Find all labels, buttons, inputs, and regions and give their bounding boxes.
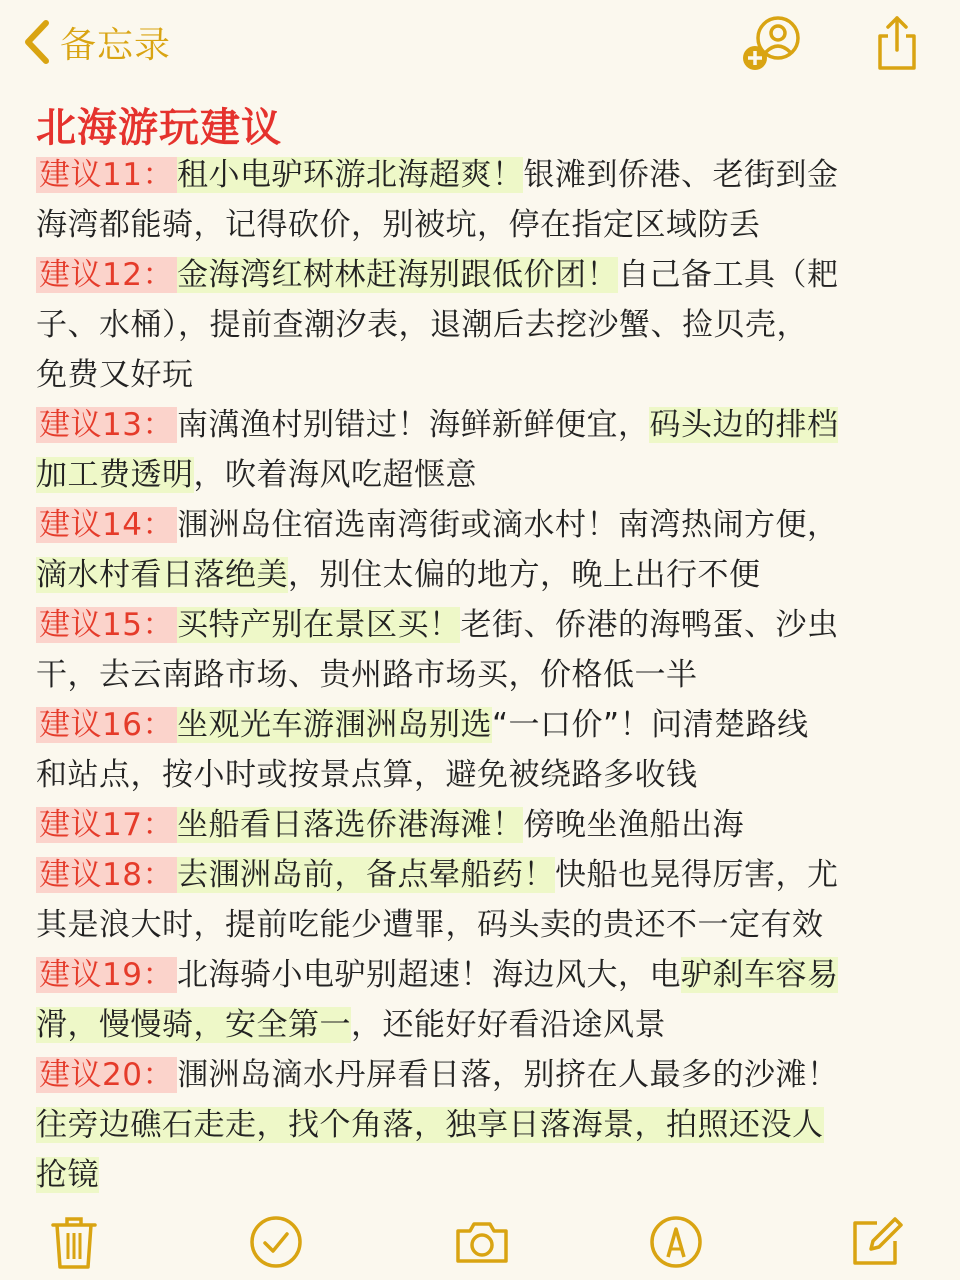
note-line xyxy=(36,700,916,750)
bottom-toolbar xyxy=(0,1200,960,1280)
highlighted-text: 码头边的排档 xyxy=(649,407,839,443)
note-text: 子、水桶），提前查潮汐表，退潮后去挖沙蟹、捡贝壳， xyxy=(36,307,808,343)
note-line xyxy=(36,900,916,950)
note-text: 涠洲岛滴水丹屏看日落，别挤在人最多的沙滩！ xyxy=(176,1057,839,1093)
note-text: 涠洲岛住宿选南湾街或滴水村！南湾热闹方便， xyxy=(176,507,839,543)
highlighted-text: 去涠洲岛前，备点晕船药！ xyxy=(176,857,555,893)
note-text: 南澫渔村别错过！海鲜新鲜便宜， xyxy=(176,407,650,443)
note-text: ，别住太偏的地方，晚上出行不便 xyxy=(288,557,761,593)
tip-number-tag: 建议16： xyxy=(36,707,177,743)
note-text: 其是浪大时，提前吃能少遭罪，码头卖的贵还不一定有效 xyxy=(36,907,824,943)
note-line xyxy=(36,600,916,650)
note-line xyxy=(36,500,916,550)
note-text: 老街、侨港的海鸭蛋、沙虫 xyxy=(460,607,839,643)
note-line xyxy=(36,950,916,1000)
share-icon xyxy=(866,12,928,74)
highlighted-text: 往旁边礁石走走，找个角落，独享日落海景，拍照还没人 xyxy=(36,1107,824,1143)
highlighted-text: 坐船看日落选侨港海滩！ xyxy=(176,807,524,843)
note-text: 免费又好玩 xyxy=(36,357,194,393)
camera-icon xyxy=(453,1213,511,1271)
highlighted-text: 滑，慢慢骑，安全第一 xyxy=(36,1007,351,1043)
note-line xyxy=(36,200,916,250)
checklist-button[interactable] xyxy=(246,1210,306,1274)
note-text: 海湾都能骑，记得砍价，别被坑，停在指定区域防丢 xyxy=(36,207,761,243)
tip-number-tag: 建议20： xyxy=(36,1057,177,1093)
tip-number-tag: 建议14： xyxy=(36,507,177,543)
delete-button[interactable] xyxy=(44,1210,104,1274)
note-line xyxy=(36,550,916,600)
highlighted-text: 加工费透明 xyxy=(36,457,194,493)
note-line xyxy=(36,1150,916,1200)
note-line xyxy=(36,650,916,700)
note-text: 傍晚坐渔船出海 xyxy=(523,807,744,843)
tip-number-tag: 建议19： xyxy=(36,957,177,993)
note-text: 干，去云南路市场、贵州路市场买，价格低一半 xyxy=(36,657,698,693)
tip-number-tag: 建议15： xyxy=(36,607,177,643)
back-button[interactable] xyxy=(22,14,171,70)
share-button[interactable] xyxy=(864,10,930,76)
markup-button[interactable] xyxy=(646,1210,706,1274)
trash-icon xyxy=(45,1213,103,1271)
highlighted-text: 抢镜 xyxy=(36,1157,99,1193)
note-text: 和站点，按小时或按景点算，避免被绕路多收钱 xyxy=(36,757,698,793)
note-line xyxy=(36,750,916,800)
highlighted-text: 滴水村看日落绝美 xyxy=(36,557,288,593)
note-text: 快船也晃得厉害，尤 xyxy=(554,857,839,893)
highlighted-text: 驴刹车容易 xyxy=(680,957,839,993)
camera-button[interactable] xyxy=(452,1210,512,1274)
note-line xyxy=(36,400,916,450)
note-line xyxy=(36,1050,916,1100)
note-text: “一口价”！问清楚路线 xyxy=(491,707,809,743)
back-label: 备忘录 xyxy=(60,24,172,66)
highlighted-text: 坐观光车游涠洲岛别选 xyxy=(176,707,492,743)
note-line xyxy=(36,150,916,200)
note-line xyxy=(36,800,916,850)
person-add-icon xyxy=(740,12,802,74)
note-line xyxy=(36,1100,916,1150)
note-line xyxy=(36,450,916,500)
tip-number-tag: 建议17： xyxy=(36,807,177,843)
note-text: 自己备工具（耙 xyxy=(617,257,839,293)
tip-number-tag: 建议13： xyxy=(36,407,177,443)
note-line xyxy=(36,300,916,350)
note-body[interactable] xyxy=(36,150,916,1200)
tip-number-tag: 建议18： xyxy=(36,857,177,893)
note-line xyxy=(36,850,916,900)
tip-number-tag: 建议12： xyxy=(36,257,177,293)
tip-number-tag: 建议11： xyxy=(36,157,177,193)
markup-icon xyxy=(647,1213,705,1271)
navigation-bar xyxy=(0,0,960,90)
highlighted-text: 租小电驴环游北海超爽！ xyxy=(176,157,524,193)
compose-button[interactable] xyxy=(846,1210,906,1274)
highlighted-text: 买特产别在景区买！ xyxy=(176,607,461,643)
share-with-people-button[interactable] xyxy=(738,10,804,76)
chevron-left-icon xyxy=(22,19,52,65)
note-title: 北海游玩建议 xyxy=(36,105,282,151)
note-text: ，还能好好看沿途风景 xyxy=(351,1007,666,1043)
note-line xyxy=(36,250,916,300)
note-line xyxy=(36,350,916,400)
compose-icon xyxy=(847,1213,905,1271)
note-line xyxy=(36,1000,916,1050)
checklist-icon xyxy=(247,1213,305,1271)
note-text: 北海骑小电驴别超速！海边风大，电 xyxy=(176,957,681,993)
highlighted-text: 金海湾红树林赶海别跟低价团！ xyxy=(176,257,618,293)
note-text: 银滩到侨港、老街到金 xyxy=(523,157,839,193)
note-text: ，吹着海风吃超惬意 xyxy=(193,457,477,493)
